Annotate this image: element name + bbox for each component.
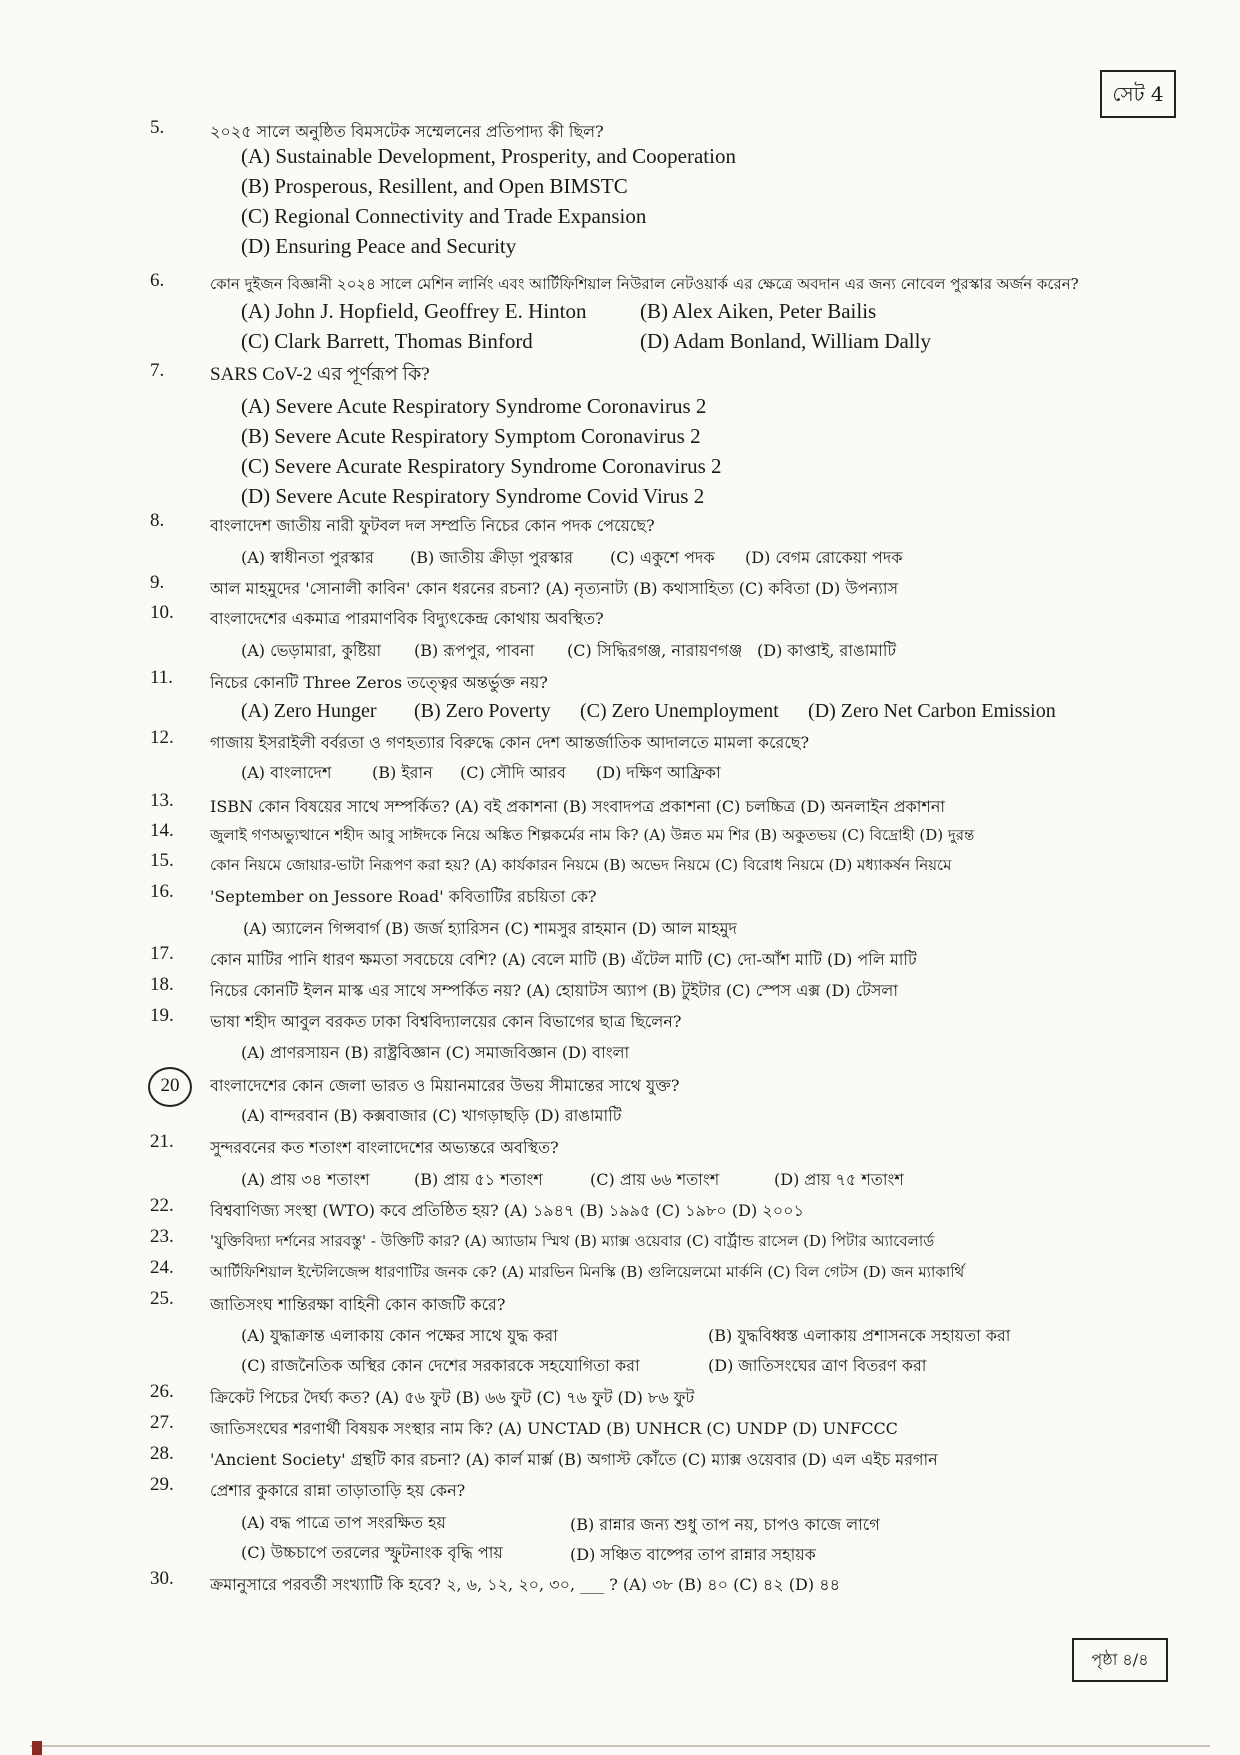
question-number: 9.	[150, 572, 165, 593]
page-number: পৃষ্ঠা ৪/৪	[1072, 1638, 1168, 1682]
option-d: (D) Severe Acute Respiratory Syndrome Covid Virus 2	[241, 484, 705, 508]
question-text: ২০২৫ সালে অনুষ্ঠিত বিমসটেক সম্মেলনের প্রতিপাদ্য কী ছিল?	[210, 122, 604, 141]
option-d: (D) জাতিসংঘের ত্রাণ বিতরণ করা	[708, 1356, 927, 1375]
option-d: (D) প্রায় ৭৫ শতাংশ	[774, 1170, 904, 1189]
option-c: (C) রাজনৈতিক অস্থির কোন দেশের সরকারকে সহযোগিতা করা	[241, 1356, 640, 1375]
question-number: 14.	[150, 820, 174, 841]
question-text: 'যুক্তিবিদ্যা দর্শনের সারবস্তু' - উক্তিটি কার? (A) অ্যাডাম স্মিথ (B) ম্যাক্স ওয়েবার (C) বার্ট্রান্ড রাসেল (D) পিটার অ্যাবেলার্ড	[210, 1232, 935, 1250]
question-number: 26.	[150, 1381, 174, 1402]
question-number: 29.	[150, 1474, 174, 1495]
question-number: 15.	[150, 850, 174, 871]
question-number: 12.	[150, 727, 174, 748]
question-text: বাংলাদেশ জাতীয় নারী ফুটবল দল সম্প্রতি নিচের কোন পদক পেয়েছে?	[210, 516, 655, 535]
question-text: ক্রিকেট পিচের দৈর্ঘ্য কত? (A) ৫৬ ফুট (B) ৬৬ ফুট (C) ৭৬ ফুট (D) ৮৬ ফুট	[210, 1388, 695, 1407]
question-text: 'Ancient Society' গ্রন্থটি কার রচনা? (A) কার্ল মার্ক্স (B) অগাস্ট কোঁতে (C) ম্যাক্স ওয়েবার (D) এল এইচ মরগান	[210, 1450, 938, 1469]
question-text: বাংলাদেশের কোন জেলা ভারত ও মিয়ানমারের উভয় সীমান্তের সাথে যুক্ত?	[210, 1076, 680, 1095]
question-text: কোন মাটির পানি ধারণ ক্ষমতা সবচেয়ে বেশি? (A) বেলে মাটি (B) এঁটেল মাটি (C) দো-আঁশ মাটি (D) পলি মাটি	[210, 950, 917, 969]
question-text: 'September on Jessore Road' কবিতাটির রচয়িতা কে?	[210, 887, 597, 906]
question-number: 28.	[150, 1443, 174, 1464]
option-a: (A) Severe Acute Respiratory Syndrome Coronavirus 2	[241, 394, 707, 418]
option-a: (A) প্রায় ৩৪ শতাংশ	[241, 1170, 370, 1189]
question-number: 16.	[150, 881, 174, 902]
option-c: (C) একুশে পদক	[610, 548, 715, 567]
question-number: 20	[148, 1067, 192, 1107]
question-text: আল মাহমুদের 'সোনালী কাবিন' কোন ধরনের রচনা? (A) নৃত্যনাট্য (B) কথাসাহিত্য (C) কবিতা (D) উপন্যাস	[210, 579, 899, 598]
option-a: (A) Sustainable Development, Prosperity, and Cooperation	[241, 144, 736, 168]
question-number: 13.	[150, 790, 174, 811]
question-text: কোন নিয়মে জোয়ার-ভাটা নিরূপণ করা হয়? (A) কার্যকারন নিয়মে (B) অভেদ নিয়মে (C) বিরোধ নিয়মে (D) মধ্যাকর্ষন নিয়মে	[210, 856, 952, 874]
question-text: নিচের কোনটি Three Zeros তত্ত্বের অন্তর্ভুক্ত নয়?	[210, 673, 548, 692]
question-number: 10.	[150, 602, 174, 623]
set-label: সেট 4	[1100, 70, 1176, 118]
question-number: 5.	[150, 117, 165, 138]
scan-edge-mark	[32, 1741, 42, 1755]
question-text: ISBN কোন বিষয়ের সাথে সম্পর্কিত? (A) বই প্রকাশনা (B) সংবাদপত্র প্রকাশনা (C) চলচ্চিত্র (D) অনলাইন প্রকাশনা	[210, 797, 946, 816]
option-d: (D) কাপ্তাই, রাঙামাটি	[757, 641, 897, 660]
question-text: বাংলাদেশের একমাত্র পারমাণবিক বিদ্যুৎকেন্দ্র কোথায় অবস্থিত?	[210, 609, 604, 628]
question-text: বিশ্ববাণিজ্য সংস্থা (WTO) কবে প্রতিষ্ঠিত হয়? (A) ১৯৪৭ (B) ১৯৯৫ (C) ১৯৮০ (D) ২০০১	[210, 1201, 804, 1220]
question-number: 23.	[150, 1226, 174, 1247]
option-b: (B) প্রায় ৫১ শতাংশ	[414, 1170, 543, 1189]
option-line: (A) প্রাণরসায়ন (B) রাষ্ট্রবিজ্ঞান (C) সমাজবিজ্ঞান (D) বাংলা	[241, 1043, 630, 1062]
option-a: (A) স্বাধীনতা পুরস্কার	[241, 548, 374, 567]
question-number: 27.	[150, 1412, 174, 1433]
option-b: (B) জাতীয় ক্রীড়া পুরস্কার	[410, 548, 574, 567]
question-number: 18.	[150, 974, 174, 995]
question-text: সুন্দরবনের কত শতাংশ বাংলাদেশের অভ্যন্তরে অবস্থিত?	[210, 1138, 559, 1157]
option-d: (D) বেগম রোকেয়া পদক	[745, 548, 903, 567]
option-b: (B) Prosperous, Resillent, and Open BIMSTC	[241, 174, 628, 198]
option-a: (A) যুদ্ধাক্রান্ত এলাকায় কোন পক্ষের সাথে যুদ্ধ করা	[241, 1326, 558, 1345]
question-number: 21.	[150, 1131, 174, 1152]
question-text: কোন দুইজন বিজ্ঞানী ২০২৪ সালে মেশিন লার্নিং এবং আর্টিফিশিয়াল নিউরাল নেটওয়ার্ক এর ক্ষেত্রে অবদান এর জন্য নোবেল পুরস্কার অর্জন করেন?	[210, 275, 1079, 293]
option-c: (C) Clark Barrett, Thomas Binford	[241, 329, 533, 353]
option-b: (B) Severe Acute Respiratory Symptom Coronavirus 2	[241, 424, 701, 448]
option-b: (B) রান্নার জন্য শুধু তাপ নয়, চাপও কাজে লাগে	[570, 1515, 880, 1534]
question-number: 25.	[150, 1288, 174, 1309]
option-c: (C) প্রায় ৬৬ শতাংশ	[590, 1170, 720, 1189]
question-text: নিচের কোনটি ইলন মাস্ক এর সাথে সম্পর্কিত নয়? (A) হোয়াটস অ্যাপ (B) টুইটার (C) স্পেস এক্স (D) টেসলা	[210, 981, 898, 1000]
option-b: (B) যুদ্ধবিধ্বস্ত এলাকায় প্রশাসনকে সহায়তা করা	[708, 1326, 1011, 1345]
option-d: (D) সঞ্চিত বাষ্পের তাপ রান্নার সহায়ক	[570, 1545, 816, 1564]
option-c: (C) Zero Unemployment	[580, 700, 779, 722]
option-a: (A) ভেড়ামারা, কুষ্টিয়া	[241, 641, 382, 660]
question-number: 17.	[150, 943, 174, 964]
question-text: ভাষা শহীদ আবুল বরকত ঢাকা বিশ্ববিদ্যালয়ের কোন বিভাগের ছাত্র ছিলেন?	[210, 1012, 682, 1031]
option-c: (C) উচ্চচাপে তরলের স্ফুটনাংক বৃদ্ধি পায়	[241, 1543, 503, 1562]
option-line: (A) অ্যালেন গিন্সবার্গ (B) জর্জ হ্যারিসন (C) শামসুর রাহমান (D) আল মাহমুদ	[243, 919, 737, 938]
question-number: 6.	[150, 270, 165, 291]
question-number: 8.	[150, 510, 165, 531]
question-number: 19.	[150, 1005, 174, 1026]
question-text: জাতিসংঘের শরণার্থী বিষয়ক সংস্থার নাম কি? (A) UNCTAD (B) UNHCR (C) UNDP (D) UNFCCC	[210, 1419, 898, 1438]
question-number: 11.	[150, 667, 174, 688]
option-a: (A) বদ্ধ পাত্রে তাপ সংরক্ষিত হয়	[241, 1513, 446, 1532]
question-text: প্রেশার কুকারে রান্না তাড়াতাড়ি হয় কেন?	[210, 1481, 466, 1500]
option-c: (C) Regional Connectivity and Trade Expansion	[241, 204, 647, 228]
option-d: (D) Ensuring Peace and Security	[241, 234, 517, 258]
option-line: (A) বান্দরবান (B) কক্সবাজার (C) খাগড়াছড়ি (D) রাঙামাটি	[241, 1106, 622, 1125]
option-b: (B) ইরান	[372, 763, 433, 782]
option-c: (C) সৌদি আরব	[460, 763, 566, 782]
option-c: (C) সিদ্ধিরগঞ্জ, নারায়ণগঞ্জ	[567, 641, 743, 660]
option-a: (A) বাংলাদেশ	[241, 763, 332, 782]
option-a: (A) Zero Hunger	[241, 700, 377, 722]
option-b: (B) Zero Poverty	[414, 700, 551, 722]
scan-edge-divider	[30, 1745, 1210, 1747]
question-text: জাতিসংঘ শান্তিরক্ষা বাহিনী কোন কাজটি করে?	[210, 1295, 506, 1314]
question-number: 7.	[150, 360, 165, 381]
question-number: 24.	[150, 1257, 174, 1278]
question-text: আর্টিফিশিয়াল ইন্টেলিজেন্স ধারণাটির জনক কে? (A) মারভিন মিনস্কি (B) গুলিয়েলমো মার্কনি (C) বিল গেটস (D) জন ম্যাকার্থি	[210, 1263, 965, 1281]
option-a: (A) John J. Hopfield, Geoffrey E. Hinton	[241, 299, 587, 323]
question-number: 22.	[150, 1195, 174, 1216]
option-d: (D) দক্ষিণ আফ্রিকা	[596, 763, 721, 782]
option-d: (D) Adam Bonland, William Dally	[640, 329, 931, 353]
question-text: জুলাই গণঅভ্যুত্থানে শহীদ আবু সাঈদকে নিয়ে অঙ্কিত শিল্পকর্মের নাম কি? (A) উন্নত মম শির (B) অকুতভয় (C) বিদ্রোহী (D) দুরন্ত	[210, 826, 975, 844]
question-number: 30.	[150, 1568, 174, 1589]
option-c: (C) Severe Acurate Respiratory Syndrome Coronavirus 2	[241, 454, 722, 478]
question-text: ক্রমানুসারে পরবর্তী সংখ্যাটি কি হবে? ২, ৬, ১২, ২০, ৩০, ___ ? (A) ৩৮ (B) ৪০ (C) ৪২ (D) ৪৪	[210, 1575, 840, 1594]
option-b: (B) Alex Aiken, Peter Bailis	[640, 299, 877, 323]
question-text: SARS CoV-2 এর পূর্ণরূপ কি?	[210, 364, 430, 385]
option-d: (D) Zero Net Carbon Emission	[808, 700, 1056, 722]
question-text: গাজায় ইসরাইলী বর্বরতা ও গণহত্যার বিরুদ্ধে কোন দেশ আন্তর্জাতিক আদালতে মামলা করেছে?	[210, 733, 810, 752]
option-b: (B) রূপপুর, পাবনা	[414, 641, 535, 660]
